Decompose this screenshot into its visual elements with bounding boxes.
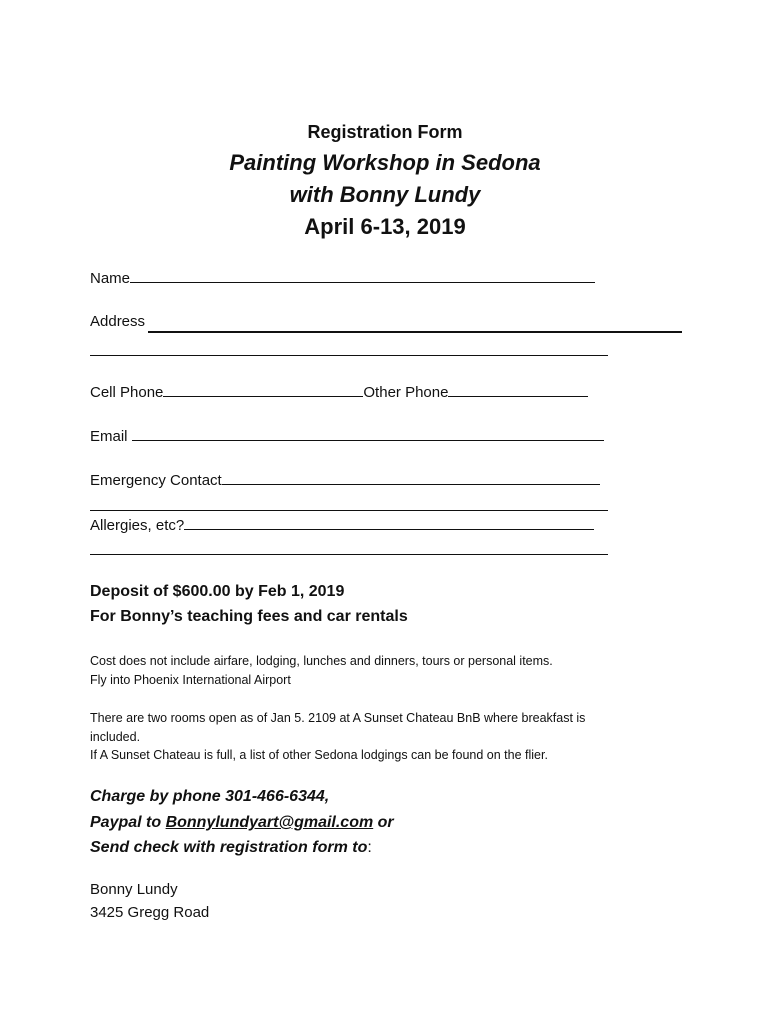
paypal-prefix: Paypal to [90, 814, 166, 831]
name-label: Name [90, 270, 131, 287]
emergency-contact-blank-line[interactable] [222, 470, 600, 485]
allergies-label: Allergies, etc? [90, 517, 185, 534]
paypal-line [90, 814, 394, 832]
paypal-suffix: or [373, 814, 394, 831]
workshop-dates: April 6-13, 2019 [304, 214, 466, 239]
rooms-note: There are two rooms open as of Jan 5. 2109 at A Sunset Chateau BnB where breakfast is [90, 711, 586, 725]
workshop-title: Painting Workshop in Sedona [229, 150, 541, 175]
deposit-amount: Deposit of $600.00 by Feb 1, 2019 [90, 583, 345, 600]
flier-note: If A Sunset Chateau is full, a list of other Sedona lodgings can be found on the flier. [90, 748, 548, 762]
mailing-street: 3425 Gregg Road [90, 904, 210, 921]
emergency-contact-blank-line-2[interactable] [90, 510, 608, 511]
other-phone-label: Other Phone [363, 384, 449, 401]
email-field [90, 426, 604, 445]
emergency-contact-field [90, 470, 600, 489]
name-blank-line[interactable] [130, 268, 595, 283]
rooms-note-continued: included. [90, 730, 141, 744]
send-check-colon: : [367, 839, 372, 856]
address-blank-line[interactable] [148, 331, 682, 333]
cell-phone-blank-line[interactable] [163, 382, 363, 397]
instructor-line: with Bonny Lundy [289, 182, 481, 207]
address-blank-line-2[interactable] [90, 355, 608, 356]
send-check-line [90, 839, 372, 857]
name-field [90, 268, 595, 287]
allergies-field [90, 515, 594, 534]
form-title: Registration Form [307, 122, 463, 142]
address-label: Address [90, 313, 146, 330]
allergies-blank-line-2[interactable] [90, 554, 608, 555]
paypal-email-link[interactable]: Bonnylundyart@gmail.com [165, 814, 374, 831]
other-phone-blank-line[interactable] [448, 382, 588, 397]
allergies-blank-line[interactable] [184, 515, 594, 530]
send-check-text: Send check with registration form to [90, 839, 368, 856]
mailing-name: Bonny Lundy [90, 881, 178, 898]
address-field [90, 313, 145, 330]
cell-phone-label: Cell Phone [90, 384, 164, 401]
phone-fields [90, 382, 588, 401]
email-blank-line[interactable] [132, 426, 604, 441]
airport-note: Fly into Phoenix International Airport [90, 673, 291, 687]
cost-note: Cost does not include airfare, lodging, lunches and dinners, tours or personal items. [90, 654, 553, 668]
deposit-purpose: For Bonny’s teaching fees and car rentals [90, 608, 408, 625]
email-label: Email [90, 428, 128, 445]
emergency-contact-label: Emergency Contact [90, 472, 222, 489]
charge-by-phone: Charge by phone 301-466-6344, [90, 788, 330, 805]
